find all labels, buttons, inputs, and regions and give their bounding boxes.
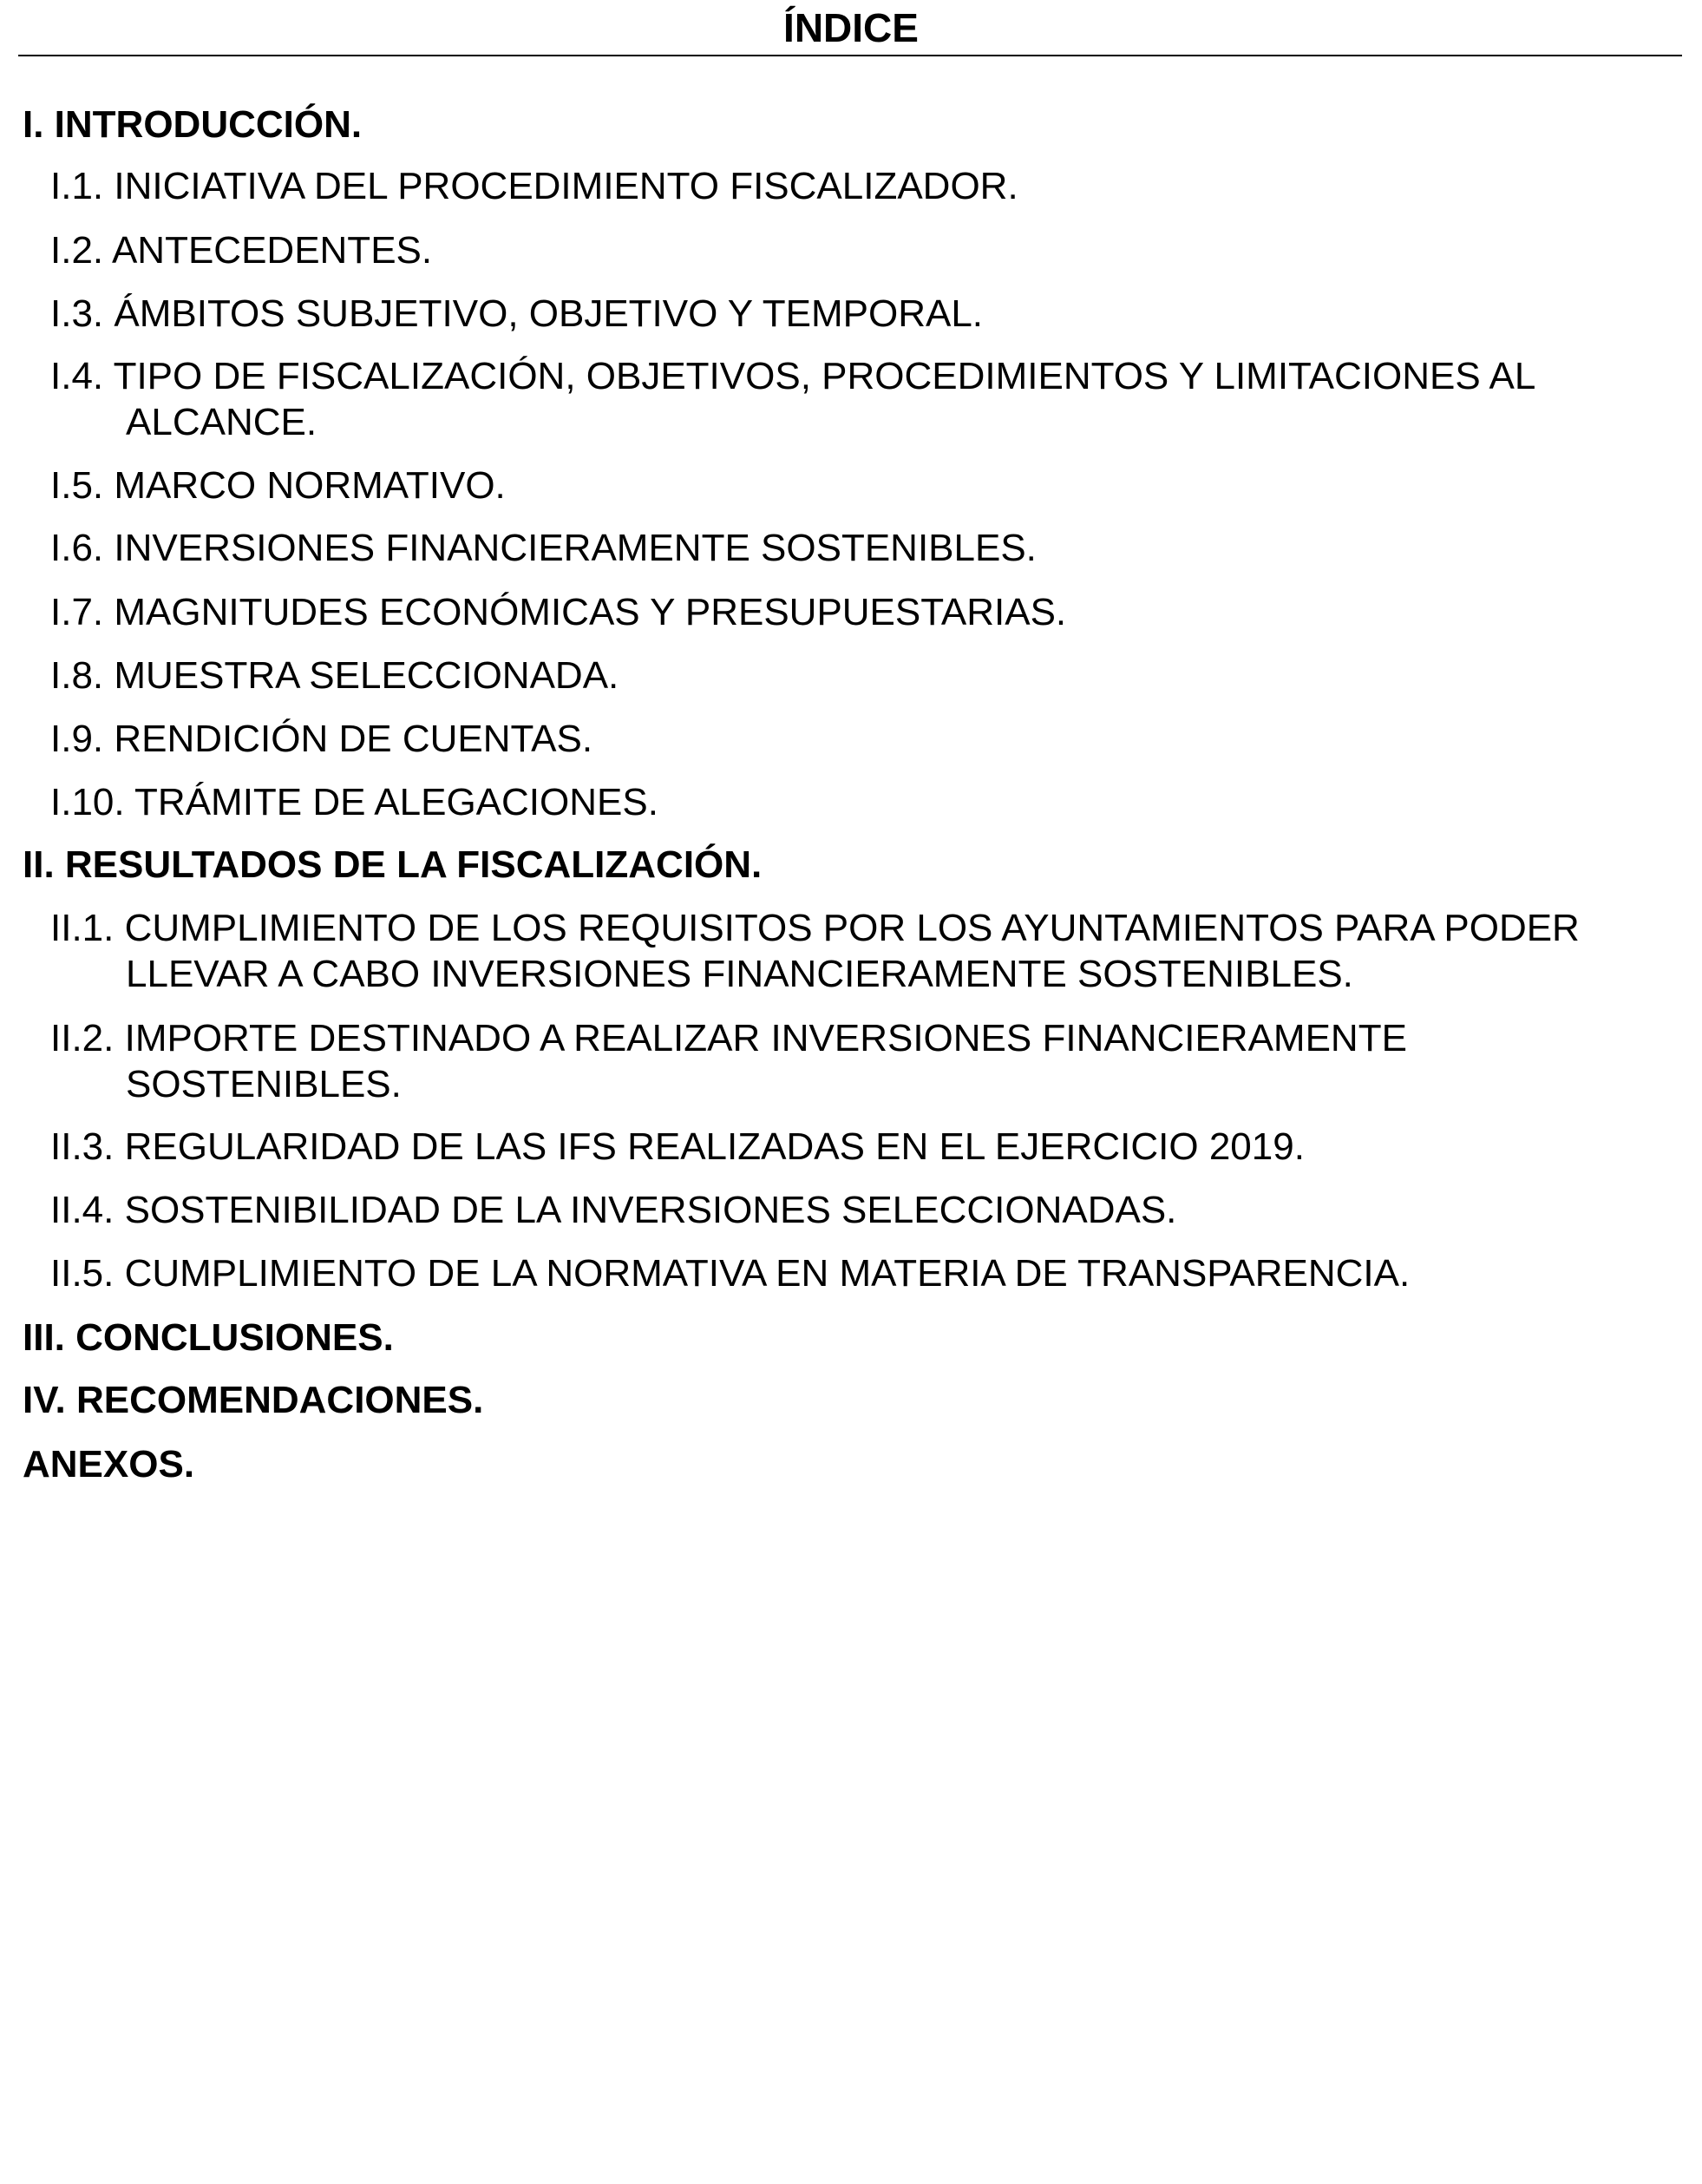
- toc-item-1-2[interactable]: I.2. ANTECEDENTES.: [50, 229, 433, 272]
- toc-item-1-1[interactable]: I.1. INICIATIVA DEL PROCEDIMIENTO FISCALIZADOR.: [50, 165, 1018, 207]
- toc-section-recomendaciones[interactable]: IV. RECOMENDACIONES.: [23, 1379, 484, 1421]
- toc-item-1-4-line2: ALCANCE.: [126, 401, 317, 443]
- title-divider: [18, 55, 1682, 56]
- toc-section-introduccion[interactable]: I. INTRODUCCIÓN.: [23, 103, 363, 146]
- toc-item-1-8[interactable]: I.8. MUESTRA SELECCIONADA.: [50, 654, 619, 697]
- toc-item-2-2[interactable]: [50, 1015, 1407, 1107]
- toc-item-1-10[interactable]: I.10. TRÁMITE DE ALEGACIONES.: [50, 781, 658, 823]
- toc-item-1-3[interactable]: I.3. ÁMBITOS SUBJETIVO, OBJETIVO Y TEMPORAL.: [50, 292, 984, 335]
- toc-item-1-7[interactable]: I.7. MAGNITUDES ECONÓMICAS Y PRESUPUESTARIAS.: [50, 591, 1067, 633]
- toc-item-2-2-line1: II.2. IMPORTE DESTINADO A REALIZAR INVERSIONES FINANCIERAMENTE: [50, 1017, 1407, 1059]
- toc-item-1-5[interactable]: I.5. MARCO NORMATIVO.: [50, 464, 506, 507]
- toc-item-2-1-line1: II.1. CUMPLIMIENTO DE LOS REQUISITOS POR LOS AYUNTAMIENTOS PARA PODER: [50, 907, 1580, 949]
- page-title: ÍNDICE: [783, 5, 919, 50]
- toc-item-1-9[interactable]: I.9. RENDICIÓN DE CUENTAS.: [50, 718, 593, 760]
- toc-item-2-3[interactable]: II.3. REGULARIDAD DE LAS IFS REALIZADAS EN EL EJERCICIO 2019.: [50, 1125, 1305, 1168]
- toc-item-2-4[interactable]: II.4. SOSTENIBILIDAD DE LA INVERSIONES SELECCIONADAS.: [50, 1189, 1177, 1231]
- toc-item-2-2-line2: SOSTENIBLES.: [126, 1063, 402, 1105]
- toc-item-2-5[interactable]: II.5. CUMPLIMIENTO DE LA NORMATIVA EN MATERIA DE TRANSPARENCIA.: [50, 1252, 1411, 1295]
- toc-section-resultados[interactable]: II. RESULTADOS DE LA FISCALIZACIÓN.: [23, 843, 763, 886]
- toc-item-1-6[interactable]: I.6. INVERSIONES FINANCIERAMENTE SOSTENIBLES.: [50, 527, 1037, 569]
- toc-item-2-1[interactable]: [50, 905, 1580, 997]
- toc-item-2-1-line2: LLEVAR A CABO INVERSIONES FINANCIERAMENTE SOSTENIBLES.: [126, 953, 1353, 995]
- toc-item-1-4[interactable]: [50, 353, 1535, 445]
- toc-section-conclusiones[interactable]: III. CONCLUSIONES.: [23, 1316, 394, 1359]
- toc-section-anexos[interactable]: ANEXOS.: [23, 1443, 195, 1486]
- toc-item-1-4-line1: I.4. TIPO DE FISCALIZACIÓN, OBJETIVOS, PROCEDIMIENTOS Y LIMITACIONES AL: [50, 355, 1536, 397]
